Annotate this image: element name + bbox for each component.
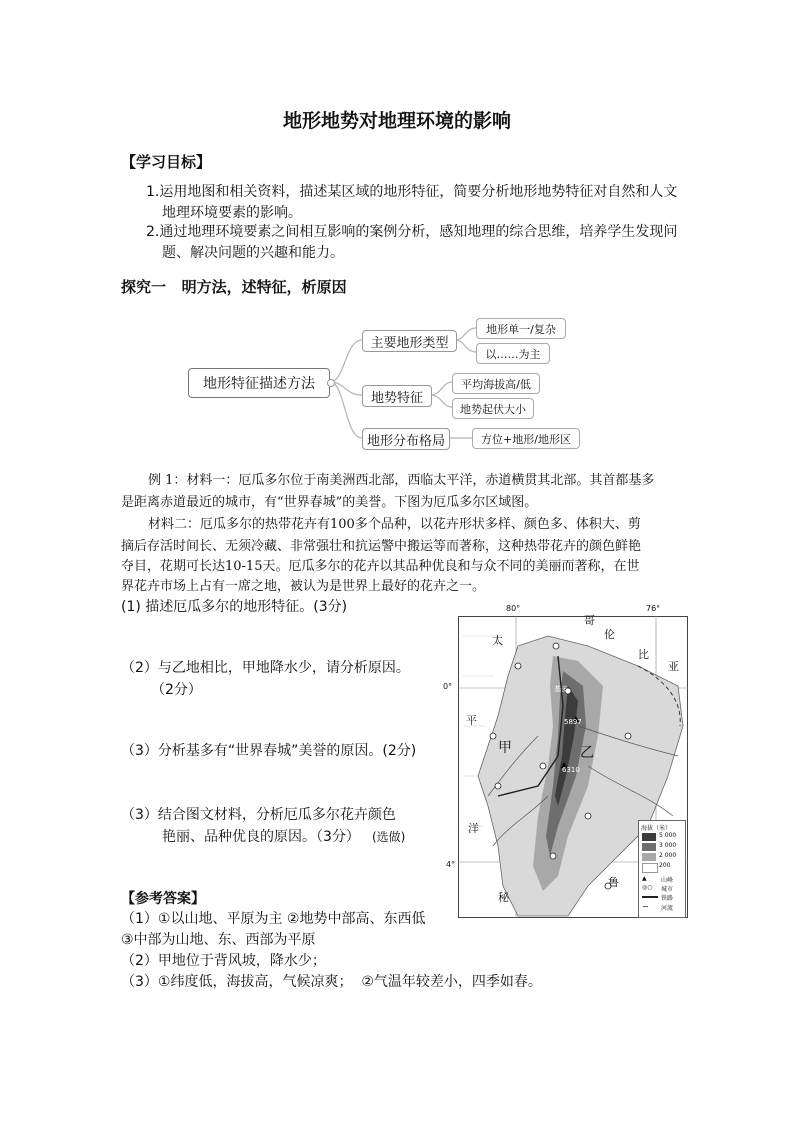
map-label-peru-2: 鲁 (608, 876, 619, 889)
goal-1-line-2: 地理环境要素的影响。 (162, 205, 302, 221)
map-legend (638, 820, 686, 918)
goal-2-line-1: 2.通过地理环境要素之间相互影响的案例分析，感知地理的综合思维，培养学生发现问 (146, 224, 678, 240)
example-line-1: 例 1：材料一：厄瓜多尔位于南美洲西北部，西临太平洋，赤道横贯其北部。其首都基多 (148, 473, 655, 488)
answer-3: （3）①纬度低，海拔高，气候凉爽； ②气温年较差小，四季如春。 (121, 974, 542, 990)
map-label-peak-1: 5897 (564, 718, 582, 726)
question-2-line-2: （2分） (151, 682, 202, 698)
legend-level-5000: 5 000 (659, 832, 677, 839)
legend-swatch-200 (642, 863, 658, 873)
mind-map-branch-1: 主要地形类型 (362, 330, 457, 352)
answer-2: （2）甲地位于背风坡，降水少； (121, 953, 326, 969)
example-line-2: 是距离赤道最近的城市，有“世界春城”的美誉。下图为厄瓜多尔区域图。 (121, 495, 538, 510)
legend-swatch-5000 (642, 833, 656, 841)
legend-city: 城市 (661, 886, 674, 893)
legend-title: 海拔（米） (641, 825, 672, 832)
map-label-pacific-1: 太 (492, 634, 503, 647)
answer-1-line-2: ③中部为山地、东、西部为平原 (121, 932, 316, 948)
map-label-colombia-3: 比 (638, 648, 649, 661)
map-label-yi: 乙 (580, 745, 594, 761)
ecuador-map (440, 604, 690, 920)
mind-map-root: 地形特征描述方法 (188, 368, 330, 398)
map-lon-80: 80° (506, 604, 521, 613)
legend-peak-icon: ▲ (642, 875, 647, 882)
section-1-title: 探究一 明方法，述特征，析原因 (121, 278, 347, 296)
mind-map-branch-3: 地形分布格局 (362, 428, 450, 450)
goals-header: 【学习目标】 (121, 153, 212, 171)
question-1: (1) 描述厄瓜多尔的地形特征。(3分) (121, 599, 348, 615)
answers-header: 【参考答案】 (121, 891, 205, 907)
example-line-4: 摘后存活时间长、无须冷藏、非常强壮和抗运警中搬运等而著称，这种热带花卉的颜色鲜艳 (121, 539, 642, 554)
legend-swatch-3000 (642, 843, 656, 851)
legend-river-icon: ∽ (642, 902, 649, 911)
question-4-line-1: （3）结合图文材料，分析厄瓜多尔花卉颜色 (121, 807, 396, 823)
mind-map-leaf-1b: 以……为主 (476, 343, 550, 364)
map-label-peak-2: 6310 (562, 766, 580, 774)
mind-map-root-dot (327, 379, 335, 387)
goal-2-line-2: 题、解决问题的兴趣和能力。 (162, 245, 344, 261)
map-label-pacific-2: 平 (466, 714, 477, 727)
question-4-line-2: 艳丽、品种优良的原因。（3分） (162, 829, 360, 845)
goal-1-line-1: 1.运用地图和相关资料，描述某区域的地形特征，简要分析地形地势特征对自然和人文 (146, 184, 678, 200)
example-line-3: 材料二：厄瓜多尔的热带花卉有100多个品种，以花卉形状多样、颜色多、体积大、剪 (148, 517, 641, 532)
example-line-5: 夺目，花期可长达10-15天。厄瓜多尔的花卉以其品种优良和与众不同的美丽而著称，在世 (121, 559, 640, 574)
map-label-pacific-3: 洋 (468, 822, 479, 835)
legend-railway: 铁路 (661, 895, 674, 902)
mind-map-branch-2: 地势特征 (362, 385, 432, 407)
legend-swatch-2000 (642, 853, 656, 861)
map-label-colombia-4: 亚 (668, 660, 679, 673)
map-lat-0: 0° (443, 682, 453, 691)
map-label-peru-1: 秘 (498, 891, 509, 904)
legend-river: 河流 (661, 905, 674, 912)
legend-city-icon: ◎○ (642, 884, 653, 891)
answer-1-line-1: （1）①以山地、平原为主 ②地势中部高、东西低 (121, 911, 426, 927)
example-line-6: 界花卉市场上占有一席之地，被认为是世界上最好的花卉之一。 (121, 579, 486, 594)
legend-level-200: 200 (659, 862, 671, 869)
page-title: 地形地势对地理环境的影响 (282, 110, 511, 132)
legend-level-2000: 2 000 (659, 852, 677, 859)
legend-peak: 山峰 (661, 877, 674, 884)
question-2-line-1: （2）与乙地相比，甲地降水少，请分析原因。 (121, 660, 410, 676)
mind-map-leaf-2b: 地势起伏大小 (452, 398, 534, 419)
map-label-quito: 基多 (554, 685, 568, 693)
question-3: （3）分析基多有“世界春城”美誉的原因。(2分) (121, 743, 417, 759)
legend-railway-icon (642, 896, 658, 898)
map-label-colombia-1: 哥 (584, 614, 595, 627)
mind-map-leaf-1a: 地形单一/复杂 (476, 318, 566, 339)
mind-map-leaf-3a: 方位+地形/地形区 (472, 428, 580, 449)
mind-map (180, 310, 600, 460)
map-label-colombia-2: 伦 (604, 628, 615, 641)
map-lat-4: 4° (446, 860, 456, 869)
legend-level-3000: 3 000 (659, 842, 677, 849)
map-label-jia: 甲 (498, 740, 512, 756)
question-4-note: (选做) (372, 830, 406, 844)
map-lon-76: 76° (646, 604, 661, 613)
mind-map-leaf-2a: 平均海拔高/低 (452, 373, 540, 394)
